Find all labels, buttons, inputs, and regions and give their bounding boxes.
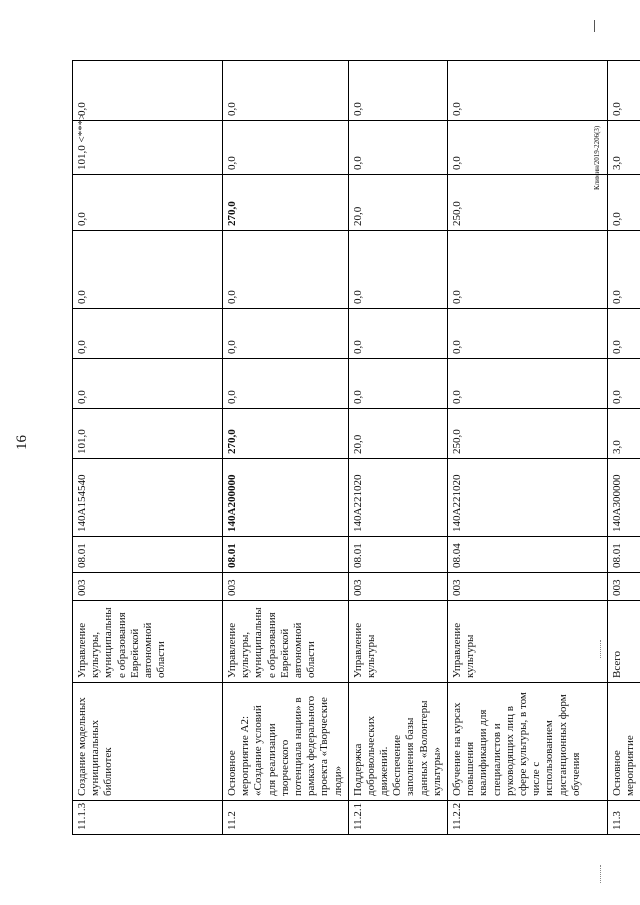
cell-csr: 140A300000 <box>608 459 640 537</box>
cell-v3: 0,0 <box>73 309 223 359</box>
budget-table <box>72 60 640 835</box>
cell-no: 11.2.1 <box>348 801 447 835</box>
cell-v4: 0,0 <box>223 231 349 309</box>
cell-v7: 0,0 <box>73 61 223 121</box>
cell-v7: 0,0 <box>348 61 447 121</box>
cell-v6: 0,0 <box>448 121 608 175</box>
cell-no: 11.2.2 <box>448 801 608 835</box>
cell-name: Основное мероприятие A2: «Создание условий для реализации творческого потенциала нации» в рамках федерального проекта «Творческие люди» <box>223 683 349 801</box>
cell-executor: Управление культуры <box>448 601 608 683</box>
cell-executor: Управление культуры, муниципальные образования Еврейской автономной области <box>223 601 349 683</box>
cell-grbs: 003 <box>608 573 640 601</box>
page-number: 16 <box>14 435 30 450</box>
cell-v1: 3,0 <box>608 409 640 459</box>
margin-mark <box>594 20 595 32</box>
cell-name: Обучение на курсах повышения квалификации для специалистов и руководящих лиц в сфере культуры, в том числе с использованием дистанционных форм обучения <box>448 683 608 801</box>
cell-v5: 270,0 <box>223 175 349 231</box>
cell-csr: 140A200000 <box>223 459 349 537</box>
cell-rzpr: 08.01 <box>608 537 640 573</box>
cell-v6: 101,0 <***> <box>73 121 223 175</box>
cell-v5: 250,0 <box>448 175 608 231</box>
cell-v4: 0,0 <box>448 231 608 309</box>
cell-executor: Управление культуры <box>348 601 447 683</box>
cell-v3: 0,0 <box>348 309 447 359</box>
cell-v3: 0,0 <box>223 309 349 359</box>
cell-csr: 140A221020 <box>448 459 608 537</box>
cell-v2: 0,0 <box>448 359 608 409</box>
cell-v1: 270,0 <box>223 409 349 459</box>
cell-v5: 0,0 <box>73 175 223 231</box>
table-row <box>348 61 447 835</box>
cell-v5: 0,0 <box>608 175 640 231</box>
cell-v7: 0,0 <box>608 61 640 121</box>
cell-v3: 0,0 <box>448 309 608 359</box>
cell-rzpr: 08.04 <box>448 537 608 573</box>
cell-v2: 0,0 <box>608 359 640 409</box>
cell-grbs: 003 <box>223 573 349 601</box>
cell-v2: 0,0 <box>223 359 349 409</box>
cell-v1: 250,0 <box>448 409 608 459</box>
cell-v4: 0,0 <box>348 231 447 309</box>
cell-v7: 0,0 <box>448 61 608 121</box>
cell-no: 11.1.3 <box>73 801 223 835</box>
cell-rzpr: 08.01 <box>223 537 349 573</box>
document-code: Климин/2019-2206(3) <box>593 125 601 190</box>
page-divider <box>600 865 602 883</box>
cell-rzpr: 08.01 <box>348 537 447 573</box>
cell-grbs: 003 <box>73 573 223 601</box>
cell-v3: 0,0 <box>608 309 640 359</box>
cell-no: 11.3 <box>608 801 640 835</box>
cell-name: Поддержка добровольческих движений. Обеспечение заполнения базы данных «Волонтеры культуры» <box>348 683 447 801</box>
table-row <box>448 61 608 835</box>
cell-executor: Всего <box>608 601 640 683</box>
cell-v2: 0,0 <box>348 359 447 409</box>
cell-v4: 0,0 <box>608 231 640 309</box>
cell-name: Создание модельных муниципальных библиотек <box>73 683 223 801</box>
cell-v5: 20,0 <box>348 175 447 231</box>
cell-grbs: 003 <box>448 573 608 601</box>
cell-rzpr: 08.01 <box>73 537 223 573</box>
cell-no: 11.2 <box>223 801 349 835</box>
cell-v2: 0,0 <box>73 359 223 409</box>
table-row <box>608 61 640 835</box>
cell-v6: 3,0 <box>608 121 640 175</box>
cell-executor: Управление культуры, муниципальные образования Еврейской автономной области <box>73 601 223 683</box>
cell-grbs: 003 <box>348 573 447 601</box>
cell-v7: 0,0 <box>223 61 349 121</box>
table-row <box>223 61 349 835</box>
cell-name: Основное мероприятие <box>608 683 640 801</box>
cell-v1: 20,0 <box>348 409 447 459</box>
cell-csr: 140A154540 <box>73 459 223 537</box>
cell-v1: 101,0 <box>73 409 223 459</box>
cell-v6: 0,0 <box>348 121 447 175</box>
cell-csr: 140A221020 <box>348 459 447 537</box>
cell-v6: 0,0 <box>223 121 349 175</box>
cell-v4: 0,0 <box>73 231 223 309</box>
table-row <box>73 61 223 835</box>
